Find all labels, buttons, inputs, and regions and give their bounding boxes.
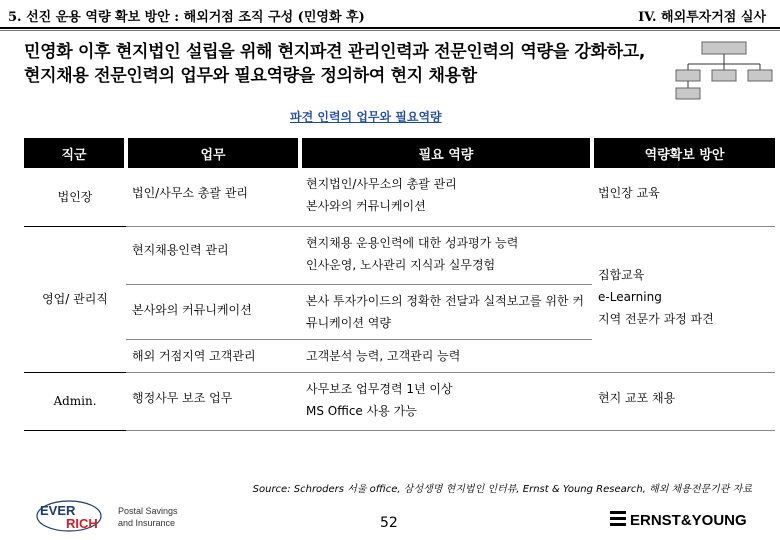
column-header-plan: 역량확보 방안 (592, 138, 775, 168)
competency-table (24, 138, 775, 431)
plan-cell: 법인장 교육 (592, 168, 775, 226)
column-header-rank: 직군 (24, 138, 126, 168)
duty-cell: 법인/사무소 총괄 관리 (126, 168, 300, 226)
rank-cell: Admin. (24, 372, 126, 430)
rank-cell: 법인장 (24, 168, 126, 226)
table-subtitle: 파견 인력의 업무와 필요역량 (290, 110, 442, 124)
plan-cell: 현지 교포 채용 (592, 372, 775, 430)
requirement-line: 현지채용 운용인력에 대한 성과평가 능력 (306, 235, 519, 250)
chapter-title: IV. 해외투자거점 실사 (638, 10, 766, 25)
duty-cell: 해외 거점지역 고객관리 (126, 339, 300, 372)
everrich-logo (36, 498, 186, 534)
requirement-line: MS Office 사용 가능 (306, 403, 417, 418)
duty-cell: 현지채용인력 관리 (126, 226, 300, 284)
logo-text-rich: RICH (66, 516, 98, 531)
table-row (24, 372, 775, 430)
source-note: Source: Schroders 서울 office, 삼성생명 현지법인 인터뷰, Ernst & Young Research, 해외 채용전문기관 자료 (252, 484, 752, 495)
logo-text-ey: ERNST&YOUNG (630, 512, 747, 529)
plan-line: 지역 전문가 과정 파견 (598, 311, 714, 326)
rank-cell: 영업/ 관리직 (24, 226, 126, 372)
requirement-line: 본사와의 커뮤니케이션 (306, 199, 426, 213)
header-rule (0, 27, 780, 29)
column-header-duty: 업무 (126, 138, 300, 168)
table-row (24, 226, 775, 284)
plan-line: 집합교육 (598, 267, 645, 282)
requirement-cell: 고객분석 능력, 고객관리 능력 (300, 339, 592, 372)
section-title: 5. 선진 운용 역량 확보 방안 : 해외거점 조직 구성 (민영화 후) (8, 10, 365, 25)
requirement-line: 인사운영, 노사관리 지식과 실무경험 (306, 257, 496, 272)
requirement-cell (300, 226, 592, 284)
logo-sub-line2: and Insurance (118, 518, 176, 528)
plan-line: e-Learning (598, 289, 662, 304)
duty-cell: 본사와의 커뮤니케이션 (126, 284, 300, 339)
requirement-cell (300, 372, 592, 430)
requirement-cell: 본사 투자가이드의 정확한 전달과 실적보고를 위한 커뮤니케이션 역량 (300, 284, 592, 339)
requirement-line: 사무보조 업무경력 1년 이상 (306, 381, 453, 396)
page-number: 52 (380, 515, 398, 531)
org-chart-icon (674, 40, 774, 102)
column-header-requirement: 필요 역량 (300, 138, 592, 168)
requirement-cell (300, 168, 592, 226)
logo-sub-line1: Postal Savings (118, 506, 178, 516)
plan-cell (592, 226, 775, 372)
table-row (24, 168, 775, 226)
ernst-young-logo (610, 508, 770, 530)
logo-text-ever: EVER (40, 503, 76, 518)
requirement-line: 현지법인/사무소의 총괄 관리 (306, 177, 457, 191)
summary-text: 민영화 이후 현지법인 설립을 위해 현지파견 관리인력과 전문인력의 역량을 강화하고, 현지채용 전문인력의 업무와 필요역량을 정의하여 현지 채용함 (24, 42, 645, 86)
header-rule-thin (0, 30, 780, 31)
duty-cell: 행정사무 보조 업무 (126, 372, 300, 430)
